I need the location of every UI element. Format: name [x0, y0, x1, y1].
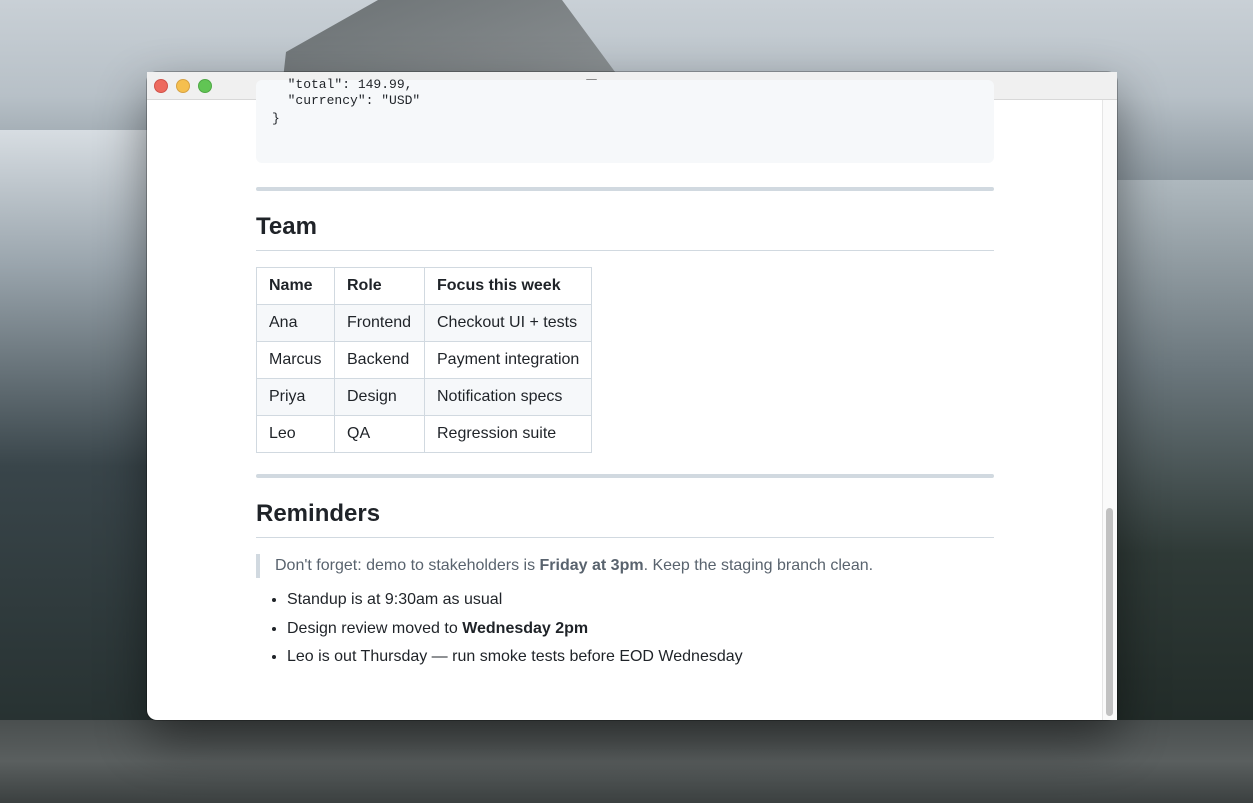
cell-focus: Notification specs	[425, 379, 592, 416]
reminders-list	[256, 590, 743, 676]
cell-name: Priya	[257, 379, 335, 416]
cell-focus: Regression suite	[425, 416, 592, 453]
minimize-button[interactable]	[176, 79, 190, 93]
horizontal-rule	[256, 474, 994, 478]
list-item-text: Leo is out Thursday — run smoke tests before EOD Wednesday	[287, 648, 743, 665]
vertical-scrollbar[interactable]	[1102, 100, 1117, 720]
table-row	[257, 342, 592, 379]
quote-bold: Friday at 3pm	[539, 557, 644, 574]
list-item	[287, 590, 743, 610]
code-line: }	[272, 111, 280, 126]
markdown-viewer-window	[147, 72, 1117, 720]
cell-role: Design	[335, 379, 425, 416]
document-content[interactable]	[147, 77, 1103, 720]
list-item-bold: Wednesday 2pm	[462, 619, 589, 637]
quote-text-end: . Keep the staging branch clean.	[643, 557, 874, 574]
column-header-role: Role	[335, 268, 425, 305]
table-row	[257, 416, 592, 453]
close-button[interactable]	[154, 79, 168, 93]
table-row	[257, 305, 592, 342]
blockquote	[256, 554, 994, 578]
heading-underline	[256, 537, 994, 538]
column-header-name: Name	[257, 268, 335, 305]
code-block	[256, 77, 994, 163]
cell-focus: Payment integration	[425, 342, 592, 379]
scrollbar-thumb[interactable]	[1106, 508, 1113, 716]
cell-focus: Checkout UI + tests	[425, 305, 592, 342]
list-item-text: Standup is at 9:30am as usual	[287, 591, 503, 608]
horizontal-rule	[256, 187, 994, 191]
cell-name: Marcus	[257, 342, 335, 379]
team-table	[256, 267, 592, 453]
window-controls	[154, 79, 212, 93]
cell-role: Frontend	[335, 305, 425, 342]
cell-name: Ana	[257, 305, 335, 342]
list-item-text: Design review moved to	[287, 619, 463, 637]
table-header-row	[257, 268, 592, 305]
code-line: "currency": "USD"	[272, 93, 421, 108]
team-heading: Team	[256, 213, 317, 240]
table-row	[257, 379, 592, 416]
list-item	[287, 619, 743, 639]
quote-text: Don't forget: demo to stakeholders is	[275, 557, 540, 574]
heading-underline	[256, 250, 994, 251]
list-item	[287, 647, 743, 667]
cell-role: QA	[335, 416, 425, 453]
column-header-focus: Focus this week	[425, 268, 592, 305]
cell-name: Leo	[257, 416, 335, 453]
desktop-wallpaper-bottom	[0, 720, 1253, 803]
maximize-button[interactable]	[198, 79, 212, 93]
desktop-wallpaper-right	[1103, 180, 1253, 803]
reminders-heading: Reminders	[256, 500, 381, 527]
code-line: "total": 149.99,	[272, 77, 413, 92]
cell-role: Backend	[335, 342, 425, 379]
